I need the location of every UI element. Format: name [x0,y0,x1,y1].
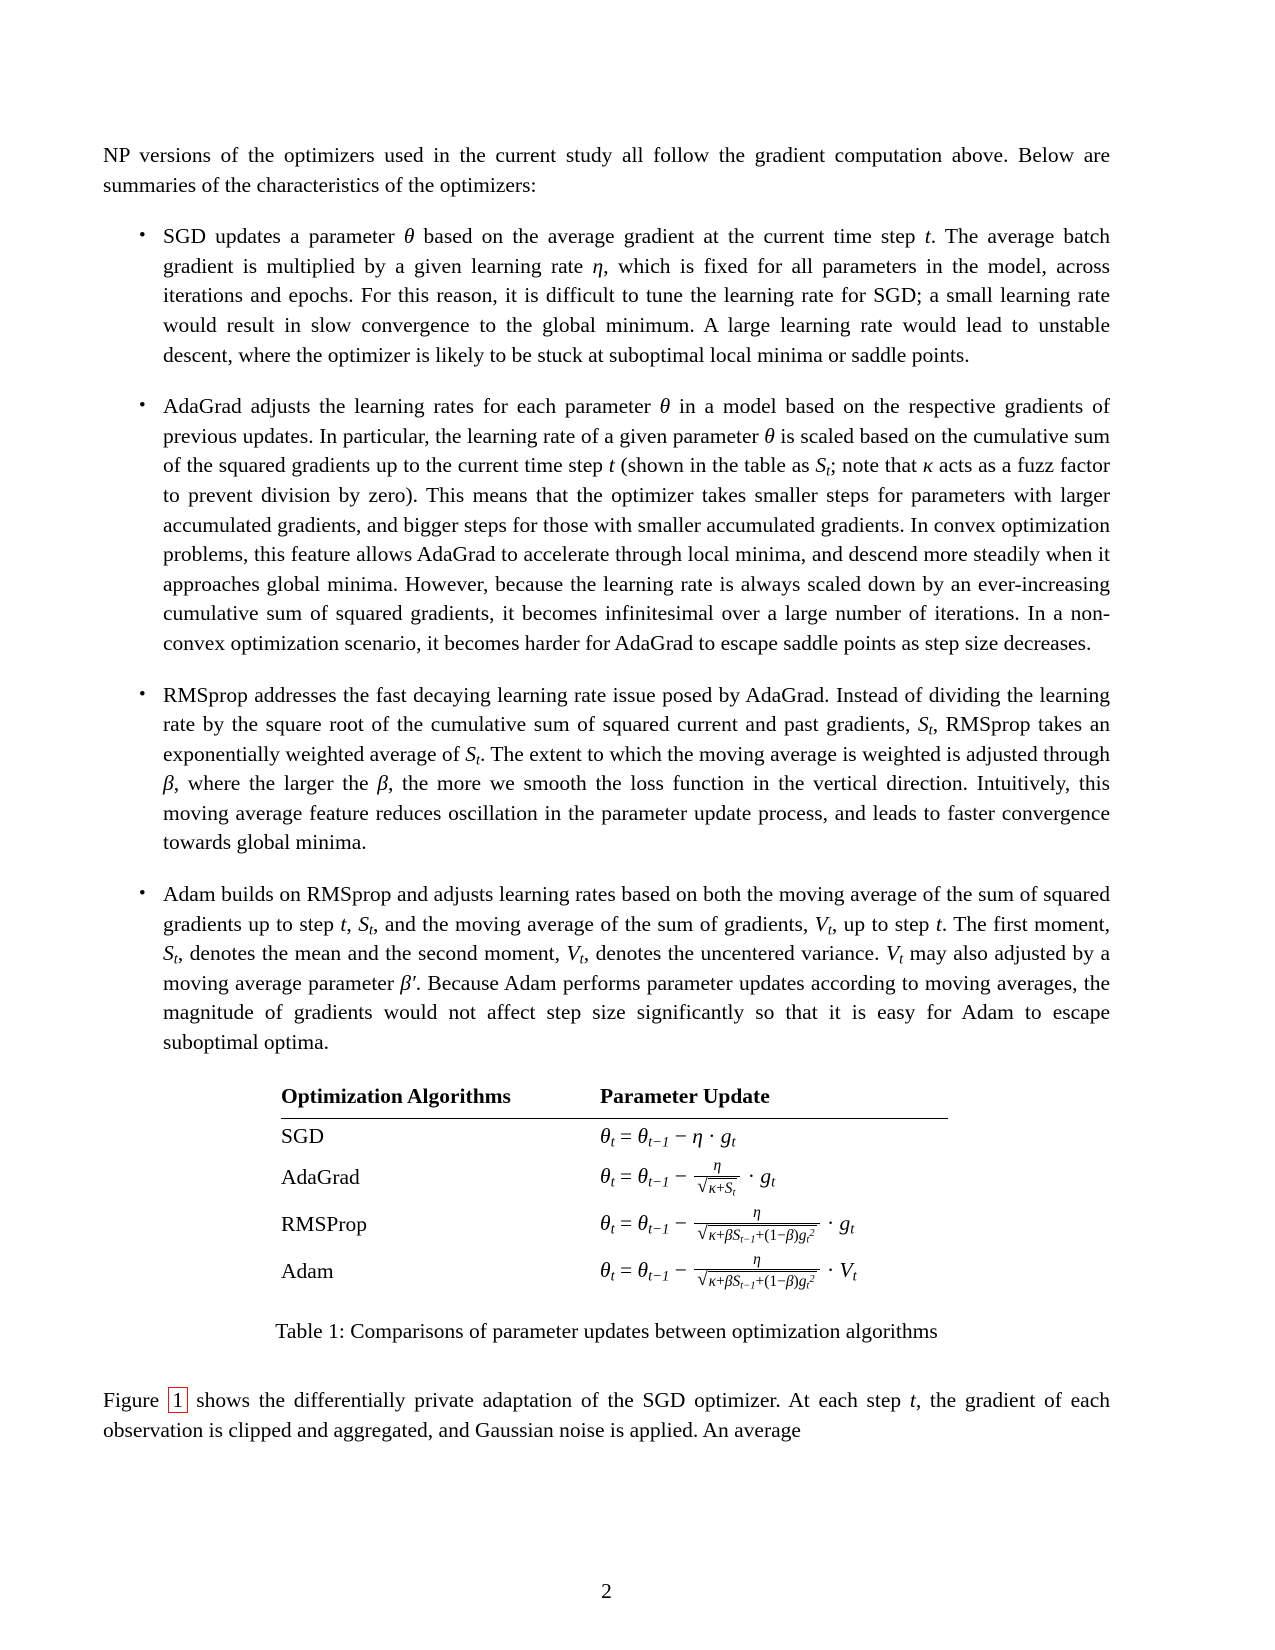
text-run: κ [708,1179,716,1197]
text-run: t−1 [648,1221,670,1238]
algorithm-name: AdaGrad [281,1164,360,1189]
text-run: t [827,922,832,939]
text-run: θ [764,423,775,448]
text-run: θ [637,1163,649,1188]
table-caption: Table 1: Comparisons of parameter updates between optimization algorithms [275,1318,938,1343]
optimizer-list [103,222,1110,1057]
text-run: η [753,1203,761,1221]
intro-paragraph: NP versions of the optimizers used in the current study all follow the gradient computation above. Below are summaries of the characteristics of the optimizers: [103,143,1110,197]
text-run: θ [403,224,415,249]
text-run: t [771,1174,776,1191]
text-run: t−1 [740,1280,756,1292]
radical: √ $\kappa+\beta S_{t-1}+(1-\beta)g_t^2$ [697,1222,815,1246]
text-run: g [720,1124,732,1149]
text-run: t [731,1134,736,1151]
update-formula: $\theta_t = \theta_{t-1}$ − η √ $\kappa+\beta S_{t-1}+(1-\beta)g_t^2$ · $V_t$ [600,1250,857,1292]
list-item-text: Adam builds on RMSprop and adjusts learning rates based on both the moving average of the sum of squared gradients up to step t, $S_t$, and the moving average of the sum of gradients, $V_t$, up to step t. The first moment, $S_t$, denotes the mean and the second moment, $V_t$, denotes the uncentered variance. $V_t$ may also adjusted by a moving average parameter β′. Because Adam performs parameter updates according to moving averages, the magnitude of gradients would not affect step size significantly so that it is easy for Adam to escape suboptimal optima. [163,882,1111,1055]
text-run: t [935,911,942,936]
table-header-row [281,1082,948,1112]
text-run: S [358,911,369,936]
text-run: t [579,951,584,968]
text-run: S [732,1226,741,1244]
text-run: t [610,1268,615,1285]
text-run: θ [600,1210,611,1235]
text-run: β [163,771,174,796]
text-run: β [785,1226,794,1244]
bullet-icon: • [139,883,146,905]
text-run: V [839,1257,853,1282]
text-run: t [610,1221,615,1238]
text-run: t [928,722,933,739]
update-formula: $\theta_t = \theta_{t-1}$ − η √ $\kappa+S_t$ · $g_t$ [600,1156,776,1199]
list-item-text: AdaGrad adjusts the learning rates for each parameter θ in a model based on the respective gradients of previous updates. In particular, the learning rate of a given parameter θ is scaled based on the cumulative sum of the squared gradients up to the current time step t (shown in the table as $S_t$; note that κ acts as a fuzz factor to prevent division by zero). This means that the optimizer takes smaller steps for parameters with larger accumulated gradients, and bigger steps for those with smaller accumulated gradients. In convex optimization problems, this feature allows AdaGrad to accelerate through local minima, and descend more steadily when it approaches global minima. However, because the learning rate is always scaled down by an ever-increasing cumulative sum of squared gradients, it becomes infinitesimal over a large number of iterations. In a non-convex optimization scenario, it becomes harder for AdaGrad to escape saddle points as step size decreases. [163,394,1110,655]
list-item-adam [103,880,1110,1058]
algorithm-name: Adam [281,1258,334,1283]
text-run: g [760,1163,772,1188]
text-run: S [465,741,476,766]
text-run: t [732,1187,736,1199]
table-row-rmsprop [281,1201,948,1248]
text-run: t [610,1134,615,1151]
text-run: t [340,911,347,936]
text-run: S [815,453,827,478]
text-run: β [724,1226,733,1244]
text-run: θ [637,1257,649,1282]
text-run: V [885,941,900,966]
bullet-icon: • [139,225,146,247]
text-run: η [713,1156,722,1174]
text-run: t−1 [740,1234,756,1246]
text-run: θ [600,1257,611,1282]
bullet-icon: • [139,683,146,705]
text-run: t−1 [648,1174,670,1191]
text-run: θ [600,1124,611,1149]
list-item-text: RMSprop addresses the fast decaying learning rate issue posed by AdaGrad. Instead of dividing the learning rate by the square root of the cumulative sum of squared current and past gradients, $S_t$, RMSprop takes an exponentially weighted average of $S_t$. The extent to which the moving average is weighted is adjusted through β, where the larger the β, the more we smooth the loss function in the vertical direction. Intuitively, this moving average feature reduces oscillation in the parameter update process, and leads to faster convergence towards global minima. [163,682,1110,855]
text-run: η [592,253,604,278]
fraction [694,1251,819,1293]
text-run: t [368,922,374,939]
text-run: S [163,941,174,966]
list-item-rmsprop [103,681,1110,859]
sqrt-icon: √ [697,1175,708,1197]
table-1 [103,1082,1110,1347]
text-run: 2 [809,1274,815,1286]
text-run: t [899,951,904,968]
table-header-algorithms: Optimization Algorithms [281,1083,511,1108]
text-run: g [798,1273,807,1291]
list-item-text: SGD updates a parameter θ based on the average gradient at the current time step t. The average batch gradient is multiplied by a given learning rate η, which is fixed for all parameters in the model, across iterations and epochs. For this reason, it is difficult to tune the learning rate for SGD; a small learning rate would result in slow convergence to the global minimum. A large learning rate would lead to unstable descent, where the optimizer is likely to be stuck at suboptimal local minima or saddle points. [163,224,1110,367]
text-run: V [566,941,580,966]
text-run: g [839,1210,851,1235]
algorithm-name: SGD [281,1124,325,1149]
text-run: t [826,463,831,480]
text-run: V [814,911,828,936]
text-run: t [610,1174,615,1191]
text-run: g [798,1226,807,1244]
radical: √ $\kappa+S_t$ [697,1175,736,1199]
text-run: θ [659,394,671,419]
text-run: β [724,1273,733,1291]
text-run: S [724,1179,733,1197]
text-run: β [785,1273,794,1291]
table-row-adam [281,1248,948,1295]
list-item-adagrad [103,392,1110,658]
update-formula: $\theta_t = \theta_{t-1} - \eta \cdot g_t$ [600,1124,736,1151]
text-run: η [692,1124,703,1149]
text-run: S [732,1273,741,1291]
text-run: t−1 [648,1268,670,1285]
table-row-adagrad [281,1154,948,1201]
radical: √ $\kappa+\beta S_{t-1}+(1-\beta)g_t^2$ [697,1269,815,1292]
text-run: θ [637,1124,649,1149]
table-header-update: Parameter Update [600,1083,770,1108]
table-row-sgd [281,1119,948,1154]
algorithm-name: RMSProp [281,1211,368,1236]
text-run: κ [922,453,934,478]
text-run: 2 [809,1227,815,1239]
update-formula: $\theta_t = \theta_{t-1}$ − η √ $\kappa+\beta S_{t-1}+(1-\beta)g_t^2$ · $g_t$ [600,1203,855,1246]
list-item-sgd [103,222,1110,370]
text-run: κ [708,1226,716,1244]
text-run: t [475,752,481,769]
figure-1-link[interactable]: 1 [168,1387,188,1413]
table-grid [281,1082,948,1295]
text-run: t [806,1234,810,1246]
text-run: η [753,1250,761,1268]
text-run: t [924,224,931,249]
text-run: t [608,453,615,478]
text-run: θ [637,1210,649,1235]
text-run: κ [708,1273,716,1291]
sqrt-icon: √ [697,1222,708,1244]
closing-paragraph: Figure 1 shows the differentially private adaptation of the SGD optimizer. At each step t, the gradient of each observation is clipped and aggregated, and Gaussian noise is applied. An average [103,1388,1111,1442]
bullet-icon: • [139,395,146,417]
text-run: t [909,1388,916,1413]
text-run: θ [600,1163,611,1188]
fraction [694,1157,740,1199]
text-block [103,141,1110,1445]
text-run: t [173,951,178,968]
text-run: β [377,771,388,796]
text-run: t−1 [648,1134,670,1151]
text-run: t [850,1221,855,1238]
text-run: t [806,1280,810,1292]
page-number: 2 [601,1579,612,1603]
text-run: t [852,1268,857,1285]
sqrt-icon: √ [697,1269,708,1291]
text-run: β′ [400,970,416,995]
fraction [694,1204,819,1246]
text-run: S [917,712,929,737]
